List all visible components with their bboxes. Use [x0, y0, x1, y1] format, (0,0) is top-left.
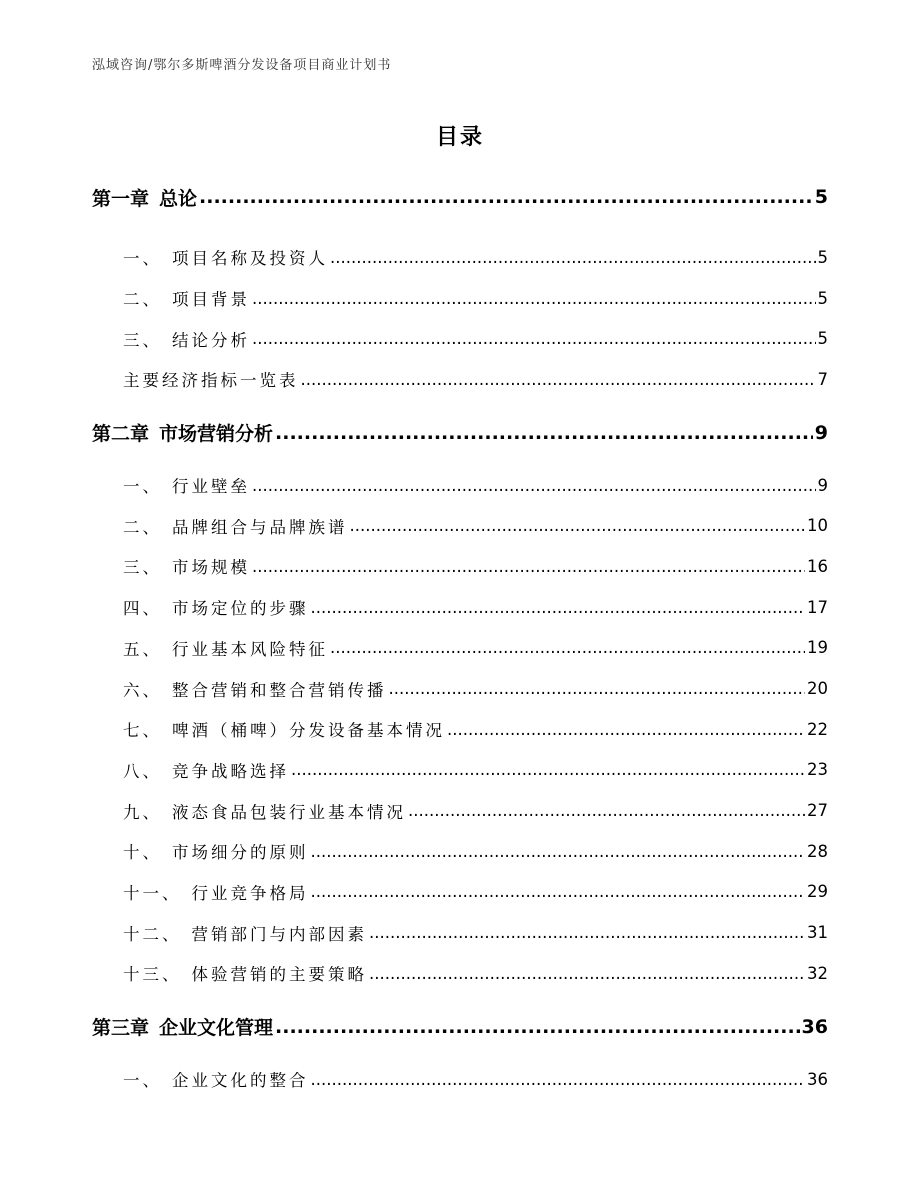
toc-entry-number: 二、 — [123, 290, 162, 310]
toc-section-entry[interactable] — [92, 587, 828, 628]
toc-page-number: 28 — [807, 841, 828, 861]
toc-entry-label: 市场规模 — [172, 558, 250, 578]
dot-leader — [275, 422, 813, 444]
toc-page-number: 5 — [817, 288, 828, 308]
toc-entry-label: 主要经济指标一览表 — [123, 371, 299, 391]
toc-entry-label: 品牌组合与品牌族谱 — [172, 517, 348, 537]
toc-entry-label: 总论 — [159, 187, 198, 210]
dot-leader — [350, 516, 806, 535]
toc-entry-number: 三、 — [123, 558, 162, 578]
page-title: 目录 — [435, 125, 484, 150]
toc-entry-number: 九、 — [123, 802, 162, 822]
dot-leader — [252, 289, 816, 308]
toc-entry-number: 六、 — [123, 680, 162, 700]
dot-leader — [311, 1070, 806, 1089]
toc-section-entry[interactable] — [92, 668, 828, 709]
toc-page-number: 32 — [807, 963, 828, 983]
dot-leader — [408, 801, 805, 820]
toc-entry-label: 整合营销和整合营销传播 — [172, 680, 387, 700]
dot-leader — [252, 329, 816, 348]
toc-entry-label: 体验营销的主要策略 — [191, 965, 367, 985]
running-header: 泓域咨询/鄂尔多斯啤酒分发设备项目商业计划书 — [92, 58, 392, 73]
toc-section-entry[interactable] — [92, 790, 828, 831]
toc-page-number: 5 — [817, 247, 828, 267]
toc-page-number: 27 — [807, 801, 828, 821]
toc-page-number: 5 — [814, 186, 828, 208]
dot-leader — [291, 760, 805, 779]
toc-section-entry[interactable] — [92, 1059, 828, 1100]
toc-section-entry[interactable] — [92, 546, 828, 587]
dot-leader — [252, 476, 816, 495]
toc-section-entry[interactable] — [92, 465, 828, 506]
toc-page-number: 9 — [817, 475, 828, 495]
toc-page-number: 29 — [807, 882, 828, 902]
toc-entry-label: 结论分析 — [172, 330, 250, 350]
toc-entry-label: 营销部门与内部因素 — [191, 924, 367, 944]
toc-section-entry[interactable] — [92, 359, 828, 400]
toc-page-number: 22 — [807, 719, 828, 739]
toc-entry-number: 五、 — [123, 639, 162, 659]
toc-entry-number: 十三、 — [123, 965, 182, 985]
toc-section-entry[interactable] — [92, 912, 828, 953]
toc-page-number: 17 — [807, 597, 828, 617]
toc-page-number: 5 — [817, 329, 828, 349]
toc-entry-label: 啤酒（桶啤）分发设备基本情况 — [172, 721, 445, 741]
toc-entry-number: 一、 — [123, 1071, 162, 1091]
toc-section-entry[interactable] — [92, 709, 828, 750]
dot-leader — [199, 186, 813, 208]
toc-entry-label: 市场细分的原则 — [172, 843, 309, 863]
toc-page-number: 10 — [807, 516, 828, 536]
toc-section-entry[interactable] — [92, 505, 828, 546]
toc-page-number: 20 — [807, 679, 828, 699]
toc-section-entry[interactable] — [92, 318, 828, 359]
dot-leader — [301, 370, 816, 389]
dot-leader — [369, 923, 805, 942]
toc-page-number: 36 — [807, 1069, 828, 1089]
toc-section-entry[interactable] — [92, 831, 828, 872]
dot-leader — [311, 598, 806, 617]
toc-section-entry[interactable] — [92, 278, 828, 319]
toc-section-entry[interactable] — [92, 872, 828, 913]
dot-leader — [447, 720, 805, 739]
dot-leader — [389, 679, 806, 698]
toc-page-number: 7 — [817, 369, 828, 389]
toc-entry-number: 一、 — [123, 477, 162, 497]
toc-section-entry[interactable] — [92, 628, 828, 669]
toc-entry-label: 液态食品包装行业基本情况 — [172, 802, 406, 822]
dot-leader — [311, 842, 806, 861]
dot-leader — [369, 964, 805, 983]
dot-leader — [311, 882, 806, 901]
toc-entry-label: 行业壁垒 — [172, 477, 250, 497]
toc-entry-label: 竞争战略选择 — [172, 761, 289, 781]
toc-page-number: 31 — [807, 923, 828, 943]
toc-entry-number: 四、 — [123, 599, 162, 619]
dot-leader — [275, 1016, 800, 1038]
toc-entry-label: 市场定位的步骤 — [172, 599, 309, 619]
toc-entry-number: 一、 — [123, 249, 162, 269]
toc-entry-number: 第一章 — [92, 187, 150, 210]
toc-entry-number: 第三章 — [92, 1017, 150, 1040]
toc-entry-number: 十、 — [123, 843, 162, 863]
toc-page-number: 36 — [801, 1015, 828, 1038]
toc-entry-label: 企业文化的整合 — [172, 1071, 309, 1091]
toc-entry-number: 二、 — [123, 517, 162, 537]
toc-entry-number: 十一、 — [123, 883, 182, 903]
toc-entry-label: 行业基本风险特征 — [172, 639, 328, 659]
toc-entry-label: 项目名称及投资人 — [172, 249, 328, 269]
toc-entry-number: 三、 — [123, 330, 162, 350]
toc-section-entry[interactable] — [92, 750, 828, 791]
dot-leader — [330, 248, 816, 267]
toc-chapter-entry[interactable] — [92, 413, 828, 453]
toc-page-number: 16 — [807, 556, 828, 576]
toc-section-entry[interactable] — [92, 237, 828, 278]
toc-page-number: 9 — [814, 421, 828, 444]
toc-entry-number: 十二、 — [123, 924, 182, 944]
toc-chapter-entry[interactable] — [92, 177, 828, 217]
toc-section-entry[interactable] — [92, 953, 828, 994]
toc-entry-label: 市场营销分析 — [159, 423, 274, 446]
toc-entry-label: 行业竞争格局 — [191, 883, 309, 903]
toc-page-number: 23 — [807, 760, 828, 780]
dot-leader — [330, 638, 805, 657]
toc-entry-number: 八、 — [123, 761, 162, 781]
dot-leader — [252, 557, 805, 576]
toc-entry-label: 项目背景 — [172, 290, 250, 310]
toc-page-number: 19 — [807, 638, 828, 658]
toc-entry-label: 企业文化管理 — [159, 1017, 274, 1040]
toc-chapter-entry[interactable] — [92, 1007, 828, 1047]
toc-entry-number: 七、 — [123, 721, 162, 741]
table-of-contents — [92, 177, 828, 1099]
toc-entry-number: 第二章 — [92, 423, 150, 446]
